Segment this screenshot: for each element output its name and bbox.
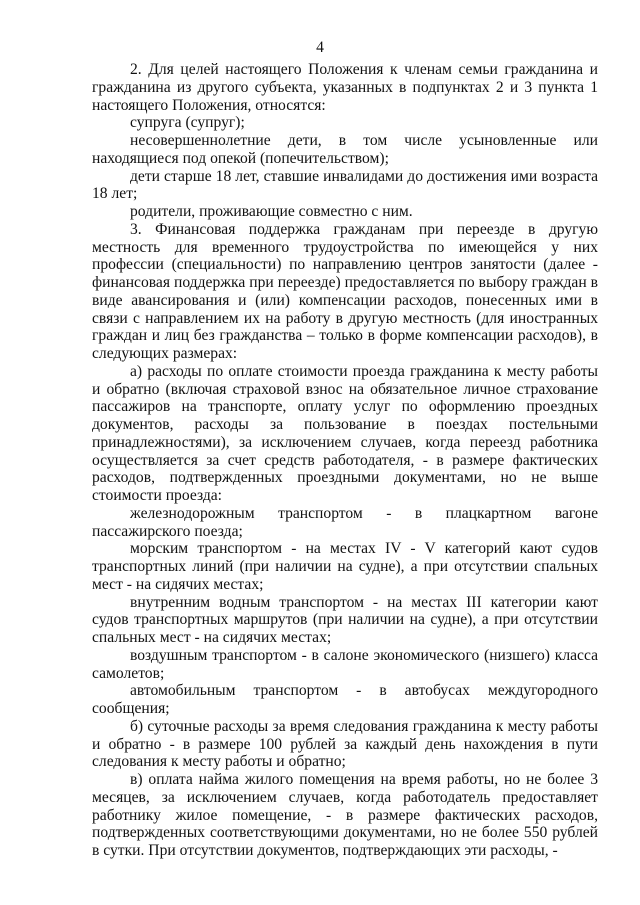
paragraph-b-daily-allowance: б) суточные расходы за время следования гражданина к месту работы и обратно - в размере 100 рублей за каждый день нахождения в пути следования к месту работы и обратно;: [92, 717, 598, 771]
paragraph-parents: родители, проживающие совместно с ним.: [130, 203, 413, 220]
page-number: 4: [316, 39, 324, 56]
document-body: [92, 61, 598, 860]
paragraph-minor-children: несовершеннолетние дети, в том числе усыновленные или находящиеся под опекой (попечительством);: [92, 132, 598, 167]
paragraph-air-transport: воздушным транспортом - в салоне экономического (низшего) класса самолетов;: [92, 646, 598, 682]
paragraph-spouse: супруга (супруг);: [130, 114, 245, 132]
paragraph-sea-transport: морским транспортом - на местах IV - V категорий кают судов транспортных линий (при наличии на судне), а при отсутствии спальных мест - на сидячих местах;: [92, 540, 598, 593]
paragraph-2-definition: 2. Для целей настоящего Положения к членам семьи гражданина и гражданина из другого субъекта, указанных в подпунктах 2 и 3 пункта 1 настоящего Положения, относятся:: [92, 61, 598, 114]
paragraph-railway-transport: железнодорожным транспортом - в плацкартном вагоне пассажирского поезда;: [92, 504, 598, 540]
paragraph-road-transport: автомобильным транспортом - в автобусах междугородного сообщения;: [92, 682, 598, 717]
paragraph-c-housing-rent: в) оплата найма жилого помещения на время работы, но не более 3 месяцев, за исключением случаев, когда работодатель предоставляет работнику жилое помещение, - в размере фактических расходов, подтвержденных соответствующими документами, но не более 550 рублей в сутки. При отсутствии документов, подтверждающих эти расходы, -: [92, 771, 598, 859]
paragraph-inland-water-transport: внутренним водным транспортом - на местах III категории кают судов транспортных маршрутов (при наличии на судне), а при отсутствии спальных мест - на сидячих местах;: [92, 593, 598, 646]
paragraph-a-travel-costs: а) расходы по оплате стоимости проезда гражданина к месту работы и обратно (включая страховой взнос на обязательное личное страхование пассажиров на транспорте, оплату услуг по оформлению проездных документов, расходы за пользование в поездах постельными принадлежностями), за исключением случаев, когда переезд работника осуществляется за счет средств работодателя, - в размере фактических расходов, подтвержденных проездными документами, но не выше стоимости проезда:: [92, 362, 598, 504]
paragraph-disabled-children: дети старше 18 лет, ставшие инвалидами до достижения ими возраста 18 лет;: [92, 167, 598, 203]
paragraph-3-financial-support: 3. Финансовая поддержка гражданам при переезде в другую местность для временного трудоустройства по имеющейся у них профессии (специальности) по направлению центров занятости (далее - финансовая поддержка при переезде) предоставляется по выбору граждан в виде авансирования и (или) компенсации расходов, понесенных ими в связи с направлением их на работу в другую местность (для иностранных граждан и лиц без гражданства – только в форме компенсации расходов), в следующих размерах:: [92, 220, 598, 362]
